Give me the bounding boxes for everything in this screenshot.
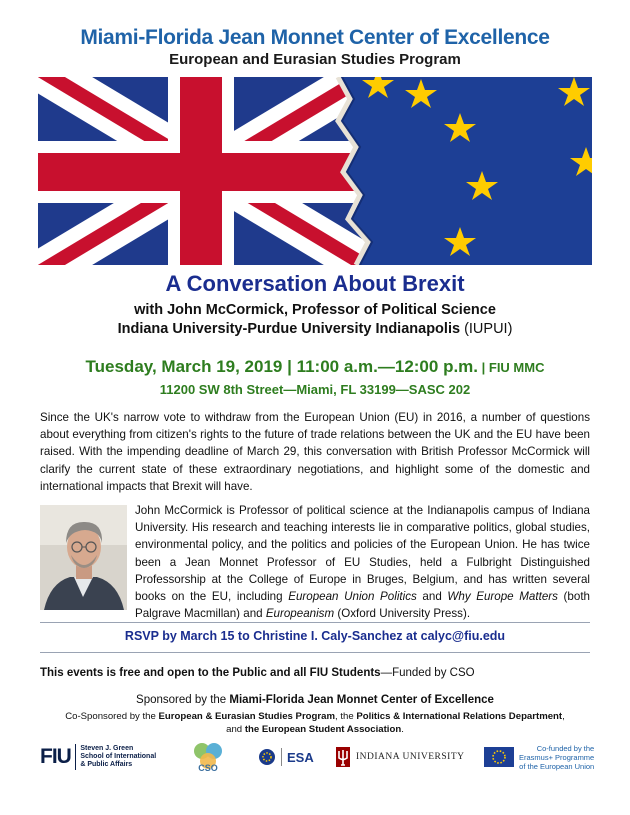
fiu-divider [75,744,77,770]
speaker-affiliation [0,321,630,337]
sponsor-text: . [401,724,404,735]
sponsor-name: the European Student Association [244,724,402,735]
affiliation-abbr: (IUPUI) [460,321,513,337]
admission-bold: This events is free and open to the Public and all FIU Students [40,667,381,679]
bio-text: John McCormick is Professor of political science at the Indianapolis campus of Indiana University. His research and teaching interests lie in comparative politics, global studies, environmental policy, and the politics and policies of the European Union. He has twice been a Jean Monnet Professor of EU Studies, held a Fulbright Distinguished Professorship at the College of Europe in Bruges, Belgium, and has written several books on the EU, including [135,504,590,604]
cso-logo [190,735,226,779]
venue: | FIU MMC [478,360,545,375]
sponsor-logos [40,735,595,779]
indiana-university-logo [336,735,464,779]
fiu-school-name [80,745,156,769]
event-datetime [0,357,630,377]
speaker-photo [40,505,127,610]
eu-funding-text [519,744,594,771]
sponsor-text: , the [335,711,357,722]
book-title: Why Europe Matters [447,590,558,604]
sponsor-text: Sponsored by the [136,694,230,706]
sponsor-name: European & Eurasian Studies Program [158,711,335,722]
brexit-flag-banner [38,77,592,265]
admission-note [40,667,600,679]
book-title: European Union Politics [288,590,417,604]
esa-logo [258,735,314,779]
affiliation-name: Indiana University-Purdue University Indianapolis [117,321,461,337]
fiu-school-line: School of International [80,753,157,760]
rsvp-notice: RSVP by March 15 to Christine I. Caly-Sanchez at calyc@fiu.edu [124,629,506,643]
sponsor-line [0,694,630,706]
fiu-school-line: & Public Affairs [80,761,133,768]
speaker-line: with John McCormick, Professor of Political Science [134,302,496,318]
fiu-school-line: Steven J. Green [80,745,134,752]
sponsor-text: and [226,724,245,735]
bio-text: (Oxford University Press). [334,607,471,621]
divider [40,622,590,623]
fiu-mark: FIU [40,745,71,768]
org-subtitle: European and Eurasian Studies Program [169,51,461,68]
bio-text: (both Palgrave Macmillan) and [135,590,590,621]
eu-text-line: Erasmus+ Programme [519,752,595,762]
divider [40,652,590,653]
intro-paragraph: Since the UK's narrow vote to withdraw from the European Union (EU) in 2016, a number of questions about everything from citizen's rights to the future of trade relations between the UK and the EU have been raised. With the impending deadline of March 29, this conversation with British Professor McCormick will clarify the current state of these extraordinary negotiations, and highlight some of the domestic and international impacts that Brexit will have. [40,411,590,493]
bio-text: and [416,590,448,604]
event-address: 11200 SW 8th Street—Miami, FL 33199—SASC 202 [159,382,471,397]
date-time: Tuesday, March 19, 2019 | 11:00 a.m.—12:00 p.m. [85,357,479,376]
erasmus-eu-logo [484,735,594,779]
esa-divider [281,748,282,766]
cosponsor-lines [0,710,630,736]
sponsor-name: Miami-Florida Jean Monnet Center of Excellence [229,694,494,706]
speaker-bio [135,502,590,622]
brexit-flags-image [38,77,592,265]
cso-logo-text: CSO [198,763,218,773]
cosponsor-line [0,710,630,723]
org-title: Miami-Florida Jean Monnet Center of Excellence [80,26,550,49]
cso-logo-icon [190,739,226,775]
sponsor-text: , [562,711,565,722]
sponsor-text: Co-Sponsored by the [65,711,159,722]
funding-note: —Funded by CSO [380,667,475,679]
event-title: A Conversation About Brexit [165,271,465,296]
eu-text-line: of the European Union [519,761,595,771]
eu-flag-icon [484,747,514,767]
eu-text-line: Co-funded by the [536,743,595,753]
sponsor-name: Politics & International Relations Department [356,711,563,722]
iu-trident-icon [336,747,350,767]
fiu-logo [40,735,156,779]
esa-logo-text: ESA [287,749,314,765]
union-jack-flag [38,77,398,265]
esa-star-circle-icon [258,748,276,766]
book-title: Europeanism [265,607,335,621]
iu-logo-text: INDIANA UNIVERSITY [356,752,465,762]
